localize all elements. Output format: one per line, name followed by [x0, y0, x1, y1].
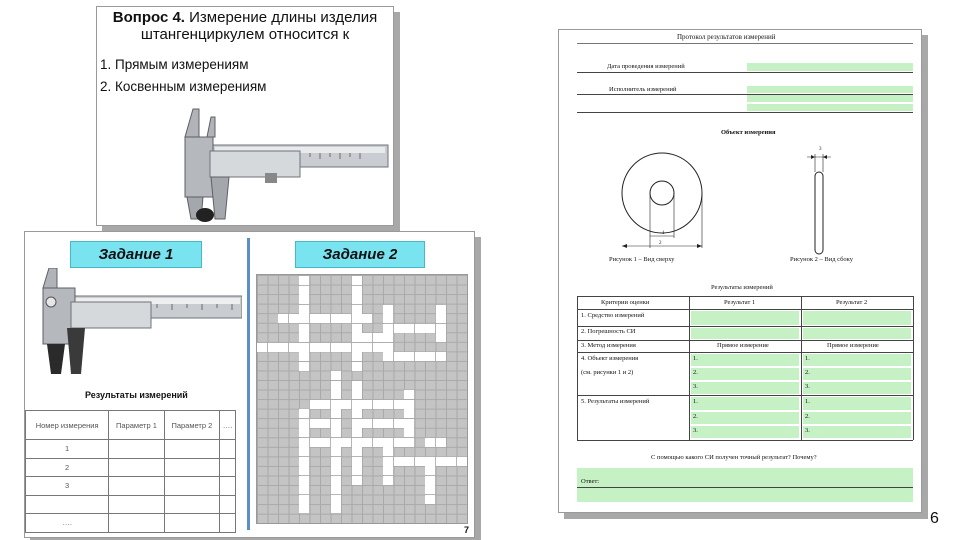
table-line: [577, 395, 913, 396]
crossword-cell[interactable]: [352, 295, 362, 304]
crossword-cell[interactable]: [352, 438, 362, 447]
result-field[interactable]: [803, 412, 911, 424]
crossword-cell[interactable]: [352, 428, 362, 437]
crossword-cell[interactable]: [425, 495, 435, 504]
crossword-cell[interactable]: [436, 314, 446, 323]
crossword-cell[interactable]: [320, 400, 330, 409]
crossword-cell[interactable]: [425, 485, 435, 494]
crossword-cell[interactable]: [299, 314, 309, 323]
sub-item: 3.: [693, 383, 698, 390]
crossword-cell[interactable]: [341, 400, 351, 409]
sub-item: 2.: [805, 369, 810, 376]
crossword-cell[interactable]: [299, 504, 309, 513]
crossword-cell[interactable]: [383, 333, 393, 342]
crossword-cell[interactable]: [383, 419, 393, 428]
crossword-cell[interactable]: [352, 333, 362, 342]
result-field[interactable]: [803, 397, 911, 410]
crossword-cell[interactable]: [415, 457, 425, 466]
row-number: [26, 495, 109, 514]
divider: [577, 43, 913, 44]
object-title: Объект измерения: [721, 129, 776, 136]
sub-item: 2.: [693, 413, 698, 420]
crossword-cell[interactable]: [268, 343, 278, 352]
column-header: Результат 2: [836, 299, 868, 306]
crossword-cell[interactable]: [341, 343, 351, 352]
table-line: [689, 296, 690, 440]
table-header-row: [26, 411, 236, 440]
task-1-results-table: [25, 410, 236, 533]
figure-label-1: 1: [662, 231, 665, 236]
table-cell[interactable]: [220, 477, 236, 496]
crossword-cell[interactable]: [352, 324, 362, 333]
figure-2-caption: Рисунок 2 – Вид сбоку: [790, 256, 853, 263]
figure-label-3: 3: [819, 147, 822, 152]
crossword-cell[interactable]: [362, 400, 372, 409]
crossword-cell[interactable]: [299, 362, 309, 371]
sub-item: 1.: [805, 355, 810, 362]
crossword-cell[interactable]: [404, 324, 414, 333]
divider: [577, 112, 913, 113]
sub-item: 2.: [805, 413, 810, 420]
crossword-cell[interactable]: [404, 390, 414, 399]
table-cell[interactable]: [220, 495, 236, 514]
row-number: 1: [26, 440, 109, 459]
crossword-cell[interactable]: [373, 400, 383, 409]
table-line: [801, 296, 802, 440]
criteria-item: 3. Метод измерения: [581, 342, 636, 349]
crossword-cell[interactable]: [257, 343, 267, 352]
table-cell[interactable]: [220, 440, 236, 459]
crossword-cell[interactable]: [299, 305, 309, 314]
crossword-cell[interactable]: [425, 476, 435, 485]
crossword-cell[interactable]: [320, 314, 330, 323]
crossword-cell[interactable]: [352, 343, 362, 352]
crossword-cell[interactable]: [331, 485, 341, 494]
crossword-cell[interactable]: [373, 438, 383, 447]
table-header-cell: Параметр 1: [109, 411, 164, 440]
crossword-cell[interactable]: [425, 438, 435, 447]
crossword-cell[interactable]: [310, 343, 320, 352]
protocol-title: Протокол результатов измерений: [677, 33, 776, 41]
task-1-results-title: Результаты измерений: [85, 390, 188, 400]
crossword-cell[interactable]: [289, 314, 299, 323]
crossword-cell[interactable]: [383, 466, 393, 475]
column-header: Критерии оценки: [601, 299, 650, 306]
crossword-cell[interactable]: [436, 438, 446, 447]
crossword-cell[interactable]: [352, 286, 362, 295]
criteria-item: 2. Погрешность СИ: [581, 328, 636, 335]
sub-item: 1.: [693, 355, 698, 362]
crossword-cell[interactable]: [383, 447, 393, 456]
result-field[interactable]: [803, 368, 911, 380]
table-line: [577, 440, 913, 441]
performer-field[interactable]: [747, 95, 913, 102]
crossword-cell[interactable]: [331, 343, 341, 352]
crossword-cell[interactable]: [383, 343, 393, 352]
answer-field[interactable]: [577, 468, 913, 502]
crossword-cell[interactable]: [310, 314, 320, 323]
crossword-cell[interactable]: [352, 476, 362, 485]
criteria-item: 4. Объект измерения: [581, 355, 639, 362]
crossword-cell[interactable]: [299, 476, 309, 485]
crossword-cell[interactable]: [383, 400, 393, 409]
crossword-cell[interactable]: [331, 495, 341, 504]
crossword-cell[interactable]: [310, 438, 320, 447]
table-header-cell: ….: [220, 411, 236, 440]
summary-question: С помощью какого СИ получен точный результат? Почему?: [651, 454, 817, 461]
table-cell[interactable]: [164, 458, 219, 477]
crossword-cell[interactable]: [404, 352, 414, 361]
crossword-cell[interactable]: [436, 305, 446, 314]
table-row: [26, 440, 236, 459]
table-cell[interactable]: [109, 477, 164, 496]
crossword-cell[interactable]: [352, 314, 362, 323]
crossword-cell[interactable]: [341, 438, 351, 447]
result-field[interactable]: [691, 426, 799, 438]
table-line: [577, 326, 913, 327]
panel-divider: [247, 238, 250, 530]
caliper-image: [175, 107, 390, 223]
criteria-item: (см. рисунки 1 и 2): [581, 369, 634, 376]
crossword-cell[interactable]: [278, 343, 288, 352]
question-slide: [96, 6, 394, 226]
crossword-cell[interactable]: [383, 457, 393, 466]
result-field[interactable]: [803, 426, 911, 438]
result-field[interactable]: [803, 354, 911, 366]
table-header-cell: Параметр 2: [164, 411, 219, 440]
sub-item: 3.: [805, 383, 810, 390]
crossword-cell[interactable]: [331, 476, 341, 485]
performer-field[interactable]: [747, 86, 913, 93]
crossword-cell[interactable]: [331, 314, 341, 323]
table-line: [577, 340, 913, 341]
row-number: 2: [26, 458, 109, 477]
crossword-cell[interactable]: [352, 362, 362, 371]
crossword-cell[interactable]: [331, 457, 341, 466]
table-cell[interactable]: [109, 495, 164, 514]
crossword-cell[interactable]: [404, 428, 414, 437]
table-row: [26, 458, 236, 477]
result-field[interactable]: [691, 412, 799, 424]
crossword-cell[interactable]: [425, 457, 435, 466]
divider: [577, 72, 913, 73]
crossword-cell[interactable]: [352, 400, 362, 409]
date-field[interactable]: [747, 63, 913, 71]
crossword-cell[interactable]: [362, 314, 372, 323]
crossword-cell[interactable]: [383, 438, 393, 447]
crossword-cell[interactable]: [446, 457, 456, 466]
crossword-cell[interactable]: [394, 457, 404, 466]
table-cell[interactable]: [164, 514, 219, 533]
sub-item: 3.: [693, 427, 698, 434]
crossword-cell[interactable]: [299, 276, 309, 285]
results-title: Результаты измерений: [711, 284, 773, 291]
method-value: Прямое измерение: [717, 342, 769, 349]
tasks-slide: [24, 231, 475, 538]
crossword-cell[interactable]: [299, 286, 309, 295]
table-row: [26, 514, 236, 533]
date-label: Дата проведения измерений: [607, 63, 685, 70]
row-number: ….: [26, 514, 109, 533]
crossword-cell[interactable]: [320, 419, 330, 428]
crossword-cell[interactable]: [320, 438, 330, 447]
criteria-item: 1. Средство измерений: [581, 312, 645, 319]
crossword-cell[interactable]: [383, 352, 393, 361]
result-field[interactable]: [691, 397, 799, 410]
crossword-cell[interactable]: [394, 419, 404, 428]
table-cell[interactable]: [109, 514, 164, 533]
table-line: [577, 352, 913, 353]
crossword-cell[interactable]: [331, 419, 341, 428]
table-row: [26, 477, 236, 496]
table-header-cell: Номер измерения: [26, 411, 109, 440]
result-field[interactable]: [691, 328, 799, 339]
table-cell[interactable]: [164, 477, 219, 496]
sub-item: 1.: [805, 398, 810, 405]
crossword-cell[interactable]: [320, 343, 330, 352]
result-field[interactable]: [803, 382, 911, 394]
divider: [577, 94, 913, 95]
question-text: Измерение длины изделия штангенциркулем относится к: [140, 9, 378, 43]
crossword-cell[interactable]: [383, 305, 393, 314]
crossword-cell[interactable]: [299, 466, 309, 475]
crossword-cell[interactable]: [352, 390, 362, 399]
task-2-label: Задание 2: [295, 241, 425, 268]
table-line: [577, 296, 578, 440]
task-1-label: Задание 1: [70, 241, 202, 268]
table-row: [26, 495, 236, 514]
crossword-cell[interactable]: [415, 352, 425, 361]
crossword-cell[interactable]: [299, 438, 309, 447]
crossword-cell[interactable]: [352, 381, 362, 390]
crossword-cell[interactable]: [383, 476, 393, 485]
crossword-cell[interactable]: [310, 419, 320, 428]
crossword-cell[interactable]: [331, 400, 341, 409]
crossword-cell[interactable]: [394, 324, 404, 333]
crossword-cell[interactable]: [352, 305, 362, 314]
crossword-cell[interactable]: [299, 352, 309, 361]
crossword-cell[interactable]: [362, 438, 372, 447]
crossword-cell[interactable]: [331, 390, 341, 399]
criteria-item: 5. Результаты измерений: [581, 398, 650, 405]
question-number: Вопрос 4.: [112, 9, 185, 26]
crossword-cell[interactable]: [331, 428, 341, 437]
crossword-cell[interactable]: [299, 485, 309, 494]
crossword-cell[interactable]: [425, 466, 435, 475]
crossword-cell[interactable]: [299, 324, 309, 333]
crossword-cell[interactable]: [331, 466, 341, 475]
crossword-cell[interactable]: [299, 447, 309, 456]
crossword-cell[interactable]: [394, 438, 404, 447]
table-cell[interactable]: [164, 440, 219, 459]
crossword-cell[interactable]: [331, 438, 341, 447]
protocol-slide: [558, 29, 922, 513]
crossword-cell[interactable]: [373, 419, 383, 428]
crossword-cell[interactable]: [404, 438, 414, 447]
crossword-cell[interactable]: [299, 409, 309, 418]
crossword-cell[interactable]: [299, 495, 309, 504]
crossword-cell[interactable]: [362, 419, 372, 428]
crossword-cell[interactable]: [299, 457, 309, 466]
performer-field[interactable]: [747, 104, 913, 111]
table-cell[interactable]: [220, 458, 236, 477]
crossword-cell[interactable]: [352, 352, 362, 361]
crossword-cell[interactable]: [331, 381, 341, 390]
table-cell[interactable]: [164, 495, 219, 514]
result-field[interactable]: [803, 311, 911, 325]
result-field[interactable]: [803, 328, 911, 339]
crossword-cell[interactable]: [289, 343, 299, 352]
figure-top-view: [617, 148, 727, 253]
crossword-cell[interactable]: [299, 428, 309, 437]
crossword-cell[interactable]: [352, 466, 362, 475]
crossword-cell[interactable]: [425, 352, 435, 361]
crossword-cell[interactable]: [362, 333, 372, 342]
method-value: Прямое измерение: [827, 342, 879, 349]
row-number: 3: [26, 477, 109, 496]
crossword-cell[interactable]: [404, 419, 414, 428]
result-field[interactable]: [691, 311, 799, 325]
crossword-cell[interactable]: [436, 457, 446, 466]
crossword-cell[interactable]: [373, 333, 383, 342]
column-header: Результат 1: [724, 299, 756, 306]
crossword-cell[interactable]: [436, 352, 446, 361]
answer-label: Ответ:: [581, 478, 600, 485]
crossword-cell[interactable]: [341, 314, 351, 323]
table-cell[interactable]: [109, 458, 164, 477]
crossword-cell[interactable]: [383, 314, 393, 323]
crossword-cell[interactable]: [415, 324, 425, 333]
crossword-cell[interactable]: [404, 457, 414, 466]
crossword-cell[interactable]: [331, 409, 341, 418]
crossword-cell[interactable]: [436, 324, 446, 333]
table-cell[interactable]: [109, 440, 164, 459]
caliper-image: [37, 268, 242, 376]
crossword-cell[interactable]: [310, 400, 320, 409]
figure-1-caption: Рисунок 1 – Вид сверху: [609, 256, 675, 263]
question-title: [97, 9, 393, 43]
crossword-grid: [256, 274, 468, 524]
crossword-cell[interactable]: [278, 314, 288, 323]
crossword-cell[interactable]: [352, 457, 362, 466]
crossword-cell[interactable]: [383, 324, 393, 333]
answer-option-1[interactable]: 1. Прямым измерениям: [100, 57, 249, 72]
crossword-cell[interactable]: [436, 333, 446, 342]
slide-number: 6: [930, 510, 939, 527]
crossword-cell[interactable]: [457, 457, 467, 466]
divider: [577, 487, 913, 488]
crossword-cell[interactable]: [352, 276, 362, 285]
answer-option-2[interactable]: 2. Косвенным измерениям: [100, 79, 267, 94]
crossword-cell[interactable]: [362, 343, 372, 352]
table-line: [577, 296, 913, 297]
crossword-cell[interactable]: [299, 343, 309, 352]
performer-label: Исполнитель измерений: [609, 86, 677, 93]
crossword-cell[interactable]: [352, 409, 362, 418]
table-cell[interactable]: [220, 514, 236, 533]
table-line: [913, 296, 914, 440]
crossword-cell[interactable]: [299, 333, 309, 342]
page-number: 7: [464, 525, 470, 535]
crossword-cell[interactable]: [404, 409, 414, 418]
crossword-cell[interactable]: [394, 352, 404, 361]
result-field[interactable]: [691, 382, 799, 394]
crossword-cell[interactable]: [331, 504, 341, 513]
result-field[interactable]: [691, 368, 799, 380]
sub-item: 2.: [693, 369, 698, 376]
crossword-cell[interactable]: [352, 419, 362, 428]
crossword-cell[interactable]: [404, 400, 414, 409]
crossword-cell[interactable]: [299, 295, 309, 304]
crossword-cell[interactable]: [394, 400, 404, 409]
crossword-cell[interactable]: [299, 419, 309, 428]
crossword-cell[interactable]: [373, 343, 383, 352]
sub-item: 1.: [693, 398, 698, 405]
sub-item: 3.: [805, 427, 810, 434]
crossword-cell[interactable]: [352, 447, 362, 456]
crossword-cell[interactable]: [425, 324, 435, 333]
crossword-cell[interactable]: [331, 371, 341, 380]
result-field[interactable]: [691, 354, 799, 366]
figure-label-2: 2: [659, 241, 662, 246]
table-line: [577, 309, 913, 310]
figure-side-view: [799, 150, 839, 258]
crossword-cell[interactable]: [331, 447, 341, 456]
